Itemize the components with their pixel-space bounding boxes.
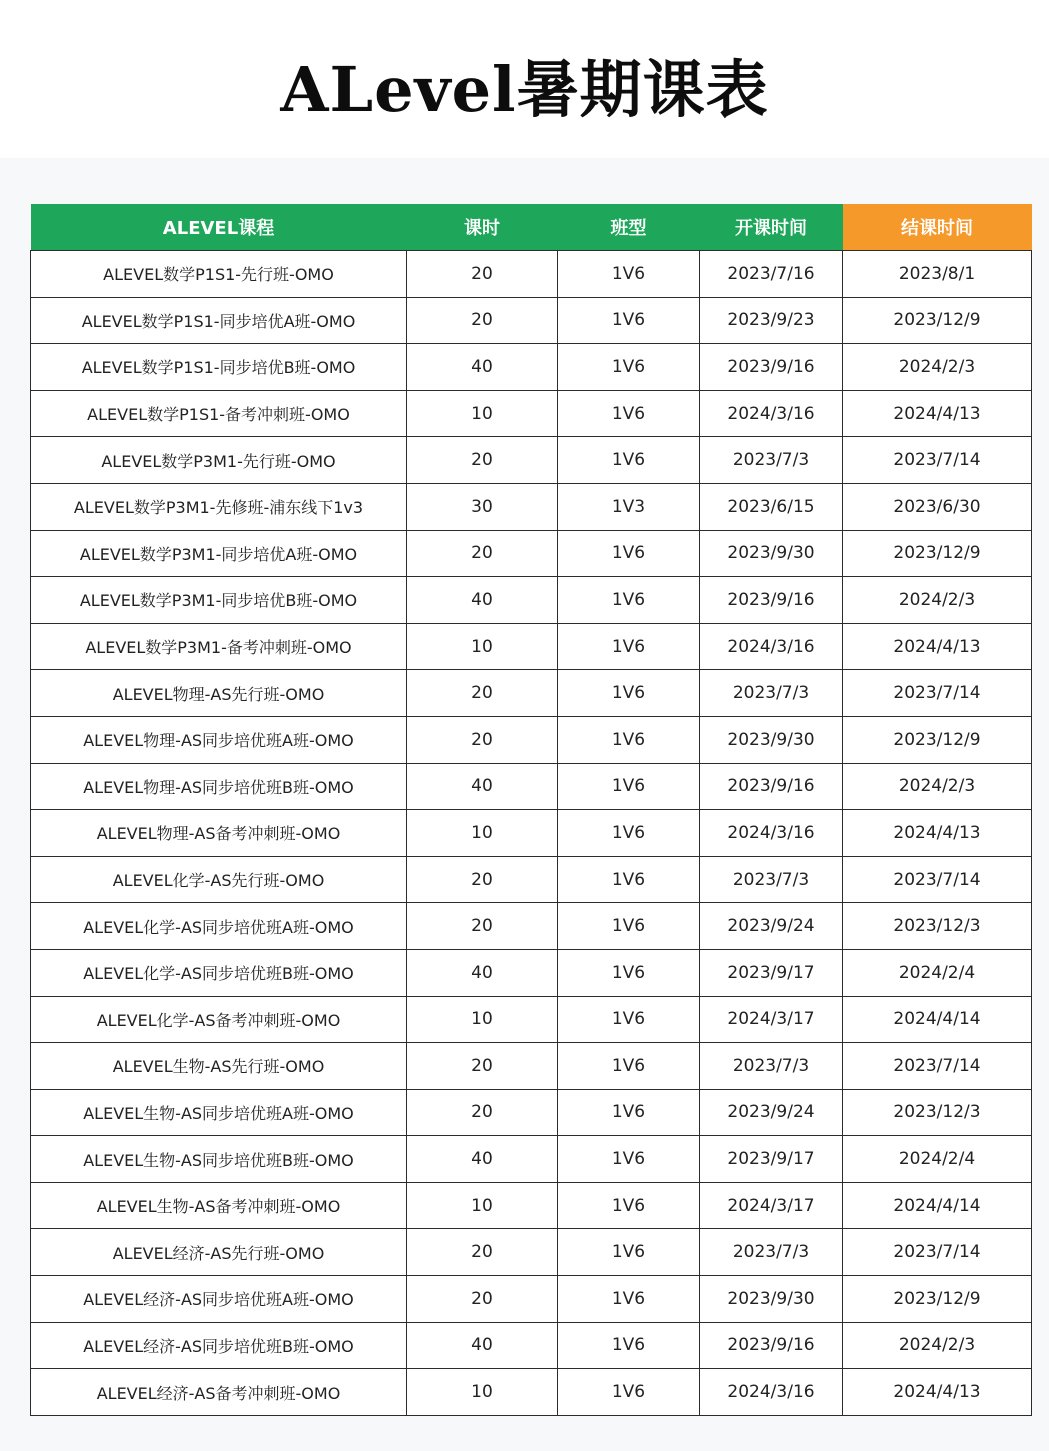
end-date-cell: 2024/4/13: [843, 810, 1032, 857]
class-type-cell: 1V6: [558, 623, 700, 670]
end-date-cell: 2023/7/14: [843, 670, 1032, 717]
table-row: [31, 530, 1032, 577]
table-row: [31, 1322, 1032, 1369]
course-name-cell: ALEVEL经济-AS同步培优班A班-OMO: [31, 1276, 407, 1323]
start-date-cell: 2024/3/16: [700, 623, 843, 670]
hours-cell: 20: [407, 716, 558, 763]
course-name-cell: ALEVEL数学P3M1-备考冲刺班-OMO: [31, 623, 407, 670]
end-date-cell: 2023/7/14: [843, 437, 1032, 484]
class-type-cell: 1V6: [558, 437, 700, 484]
course-name-cell: ALEVEL数学P1S1-先行班-OMO: [31, 251, 407, 298]
class-type-cell: 1V6: [558, 1369, 700, 1416]
hours-cell: 20: [407, 903, 558, 950]
hours-cell: 20: [407, 437, 558, 484]
hours-cell: 20: [407, 1043, 558, 1090]
schedule-table: [30, 204, 1032, 1416]
hours-cell: 10: [407, 996, 558, 1043]
class-type-cell: 1V6: [558, 297, 700, 344]
class-type-cell: 1V6: [558, 530, 700, 577]
end-date-cell: 2023/12/9: [843, 716, 1032, 763]
class-type-cell: 1V6: [558, 1322, 700, 1369]
start-date-cell: 2023/9/17: [700, 1136, 843, 1183]
end-date-cell: 2024/2/3: [843, 577, 1032, 624]
table-row: [31, 1182, 1032, 1229]
class-type-cell: 1V6: [558, 810, 700, 857]
end-date-cell: 2023/6/30: [843, 483, 1032, 530]
table-row: [31, 390, 1032, 437]
course-name-cell: ALEVEL物理-AS同步培优班A班-OMO: [31, 716, 407, 763]
end-date-cell: 2023/7/14: [843, 856, 1032, 903]
end-date-cell: 2024/2/3: [843, 763, 1032, 810]
hours-cell: 20: [407, 1229, 558, 1276]
end-date-cell: 2024/4/13: [843, 1369, 1032, 1416]
table-row: [31, 996, 1032, 1043]
table-row: [31, 1276, 1032, 1323]
hours-cell: 20: [407, 1089, 558, 1136]
hours-cell: 20: [407, 670, 558, 717]
start-date-cell: 2023/7/3: [700, 856, 843, 903]
hours-cell: 20: [407, 1276, 558, 1323]
table-row: [31, 810, 1032, 857]
end-date-cell: 2024/4/13: [843, 623, 1032, 670]
start-date-cell: 2023/9/16: [700, 344, 843, 391]
start-date-cell: 2023/9/17: [700, 949, 843, 996]
start-date-cell: 2023/9/16: [700, 577, 843, 624]
hours-cell: 40: [407, 763, 558, 810]
hours-cell: 30: [407, 483, 558, 530]
course-name-cell: ALEVEL数学P3M1-同步培优A班-OMO: [31, 530, 407, 577]
table-row: [31, 344, 1032, 391]
course-name-cell: ALEVEL经济-AS同步培优班B班-OMO: [31, 1322, 407, 1369]
end-date-cell: 2023/7/14: [843, 1229, 1032, 1276]
header-class-type: 班型: [558, 204, 700, 251]
header-start-date: 开课时间: [700, 204, 843, 251]
end-date-cell: 2024/4/14: [843, 996, 1032, 1043]
table-row: [31, 856, 1032, 903]
end-date-cell: 2023/12/9: [843, 297, 1032, 344]
course-name-cell: ALEVEL化学-AS同步培优班B班-OMO: [31, 949, 407, 996]
page-title: ALevel暑期课表: [280, 53, 769, 126]
course-name-cell: ALEVEL物理-AS同步培优班B班-OMO: [31, 763, 407, 810]
class-type-cell: 1V6: [558, 763, 700, 810]
start-date-cell: 2023/9/24: [700, 1089, 843, 1136]
course-name-cell: ALEVEL数学P1S1-同步培优A班-OMO: [31, 297, 407, 344]
table-row: [31, 1043, 1032, 1090]
header-row: [31, 204, 1032, 251]
end-date-cell: 2024/4/14: [843, 1182, 1032, 1229]
class-type-cell: 1V6: [558, 344, 700, 391]
start-date-cell: 2024/3/16: [700, 1369, 843, 1416]
course-name-cell: ALEVEL生物-AS备考冲刺班-OMO: [31, 1182, 407, 1229]
start-date-cell: 2023/6/15: [700, 483, 843, 530]
start-date-cell: 2023/7/3: [700, 1043, 843, 1090]
hours-cell: 40: [407, 1322, 558, 1369]
hours-cell: 40: [407, 344, 558, 391]
class-type-cell: 1V6: [558, 1043, 700, 1090]
class-type-cell: 1V6: [558, 1136, 700, 1183]
course-name-cell: ALEVEL生物-AS先行班-OMO: [31, 1043, 407, 1090]
table-row: [31, 251, 1032, 298]
table-row: [31, 670, 1032, 717]
end-date-cell: 2024/2/4: [843, 1136, 1032, 1183]
end-date-cell: 2023/12/3: [843, 903, 1032, 950]
table-row: [31, 437, 1032, 484]
start-date-cell: 2023/9/23: [700, 297, 843, 344]
hours-cell: 20: [407, 530, 558, 577]
table-row: [31, 623, 1032, 670]
start-date-cell: 2024/3/16: [700, 390, 843, 437]
start-date-cell: 2023/7/3: [700, 437, 843, 484]
class-type-cell: 1V6: [558, 903, 700, 950]
hours-cell: 10: [407, 390, 558, 437]
end-date-cell: 2023/7/14: [843, 1043, 1032, 1090]
table-row: [31, 903, 1032, 950]
table-body: [31, 251, 1032, 1416]
course-name-cell: ALEVEL数学P3M1-先修班-浦东线下1v3: [31, 483, 407, 530]
table-row: [31, 1229, 1032, 1276]
header-end-date: 结课时间: [843, 204, 1032, 251]
class-type-cell: 1V6: [558, 390, 700, 437]
class-type-cell: 1V6: [558, 716, 700, 763]
class-type-cell: 1V3: [558, 483, 700, 530]
course-name-cell: ALEVEL数学P3M1-先行班-OMO: [31, 437, 407, 484]
class-type-cell: 1V6: [558, 1229, 700, 1276]
start-date-cell: 2023/7/16: [700, 251, 843, 298]
table-row: [31, 483, 1032, 530]
end-date-cell: 2024/2/3: [843, 344, 1032, 391]
course-name-cell: ALEVEL物理-AS备考冲刺班-OMO: [31, 810, 407, 857]
table-row: [31, 577, 1032, 624]
start-date-cell: 2023/7/3: [700, 670, 843, 717]
course-name-cell: ALEVEL生物-AS同步培优班B班-OMO: [31, 1136, 407, 1183]
table-row: [31, 763, 1032, 810]
start-date-cell: 2023/9/16: [700, 1322, 843, 1369]
class-type-cell: 1V6: [558, 996, 700, 1043]
end-date-cell: 2023/8/1: [843, 251, 1032, 298]
hours-cell: 10: [407, 1369, 558, 1416]
table-row: [31, 1369, 1032, 1416]
end-date-cell: 2024/2/3: [843, 1322, 1032, 1369]
start-date-cell: 2023/9/30: [700, 716, 843, 763]
end-date-cell: 2024/2/4: [843, 949, 1032, 996]
start-date-cell: 2024/3/16: [700, 810, 843, 857]
class-type-cell: 1V6: [558, 1089, 700, 1136]
course-name-cell: ALEVEL经济-AS备考冲刺班-OMO: [31, 1369, 407, 1416]
hours-cell: 40: [407, 949, 558, 996]
class-type-cell: 1V6: [558, 949, 700, 996]
start-date-cell: 2023/9/16: [700, 763, 843, 810]
start-date-cell: 2023/7/3: [700, 1229, 843, 1276]
hours-cell: 20: [407, 297, 558, 344]
course-name-cell: ALEVEL物理-AS先行班-OMO: [31, 670, 407, 717]
start-date-cell: 2024/3/17: [700, 1182, 843, 1229]
hours-cell: 10: [407, 623, 558, 670]
class-type-cell: 1V6: [558, 1182, 700, 1229]
hours-cell: 10: [407, 810, 558, 857]
course-name-cell: ALEVEL生物-AS同步培优班A班-OMO: [31, 1089, 407, 1136]
header-hours: 课时: [407, 204, 558, 251]
class-type-cell: 1V6: [558, 670, 700, 717]
table-row: [31, 716, 1032, 763]
end-date-cell: 2024/4/13: [843, 390, 1032, 437]
header-course: ALEVEL课程: [31, 204, 407, 251]
course-name-cell: ALEVEL数学P1S1-备考冲刺班-OMO: [31, 390, 407, 437]
table-row: [31, 949, 1032, 996]
start-date-cell: 2023/9/24: [700, 903, 843, 950]
class-type-cell: 1V6: [558, 577, 700, 624]
hours-cell: 40: [407, 1136, 558, 1183]
end-date-cell: 2023/12/3: [843, 1089, 1032, 1136]
table-row: [31, 1136, 1032, 1183]
course-name-cell: ALEVEL经济-AS先行班-OMO: [31, 1229, 407, 1276]
table-row: [31, 297, 1032, 344]
table-row: [31, 1089, 1032, 1136]
course-name-cell: ALEVEL数学P1S1-同步培优B班-OMO: [31, 344, 407, 391]
course-name-cell: ALEVEL化学-AS备考冲刺班-OMO: [31, 996, 407, 1043]
course-name-cell: ALEVEL数学P3M1-同步培优B班-OMO: [31, 577, 407, 624]
start-date-cell: 2023/9/30: [700, 1276, 843, 1323]
class-type-cell: 1V6: [558, 1276, 700, 1323]
class-type-cell: 1V6: [558, 251, 700, 298]
end-date-cell: 2023/12/9: [843, 530, 1032, 577]
course-name-cell: ALEVEL化学-AS同步培优班A班-OMO: [31, 903, 407, 950]
hours-cell: 20: [407, 251, 558, 298]
hours-cell: 20: [407, 856, 558, 903]
start-date-cell: 2024/3/17: [700, 996, 843, 1043]
class-type-cell: 1V6: [558, 856, 700, 903]
end-date-cell: 2023/12/9: [843, 1276, 1032, 1323]
hours-cell: 10: [407, 1182, 558, 1229]
hours-cell: 40: [407, 577, 558, 624]
start-date-cell: 2023/9/30: [700, 530, 843, 577]
course-name-cell: ALEVEL化学-AS先行班-OMO: [31, 856, 407, 903]
